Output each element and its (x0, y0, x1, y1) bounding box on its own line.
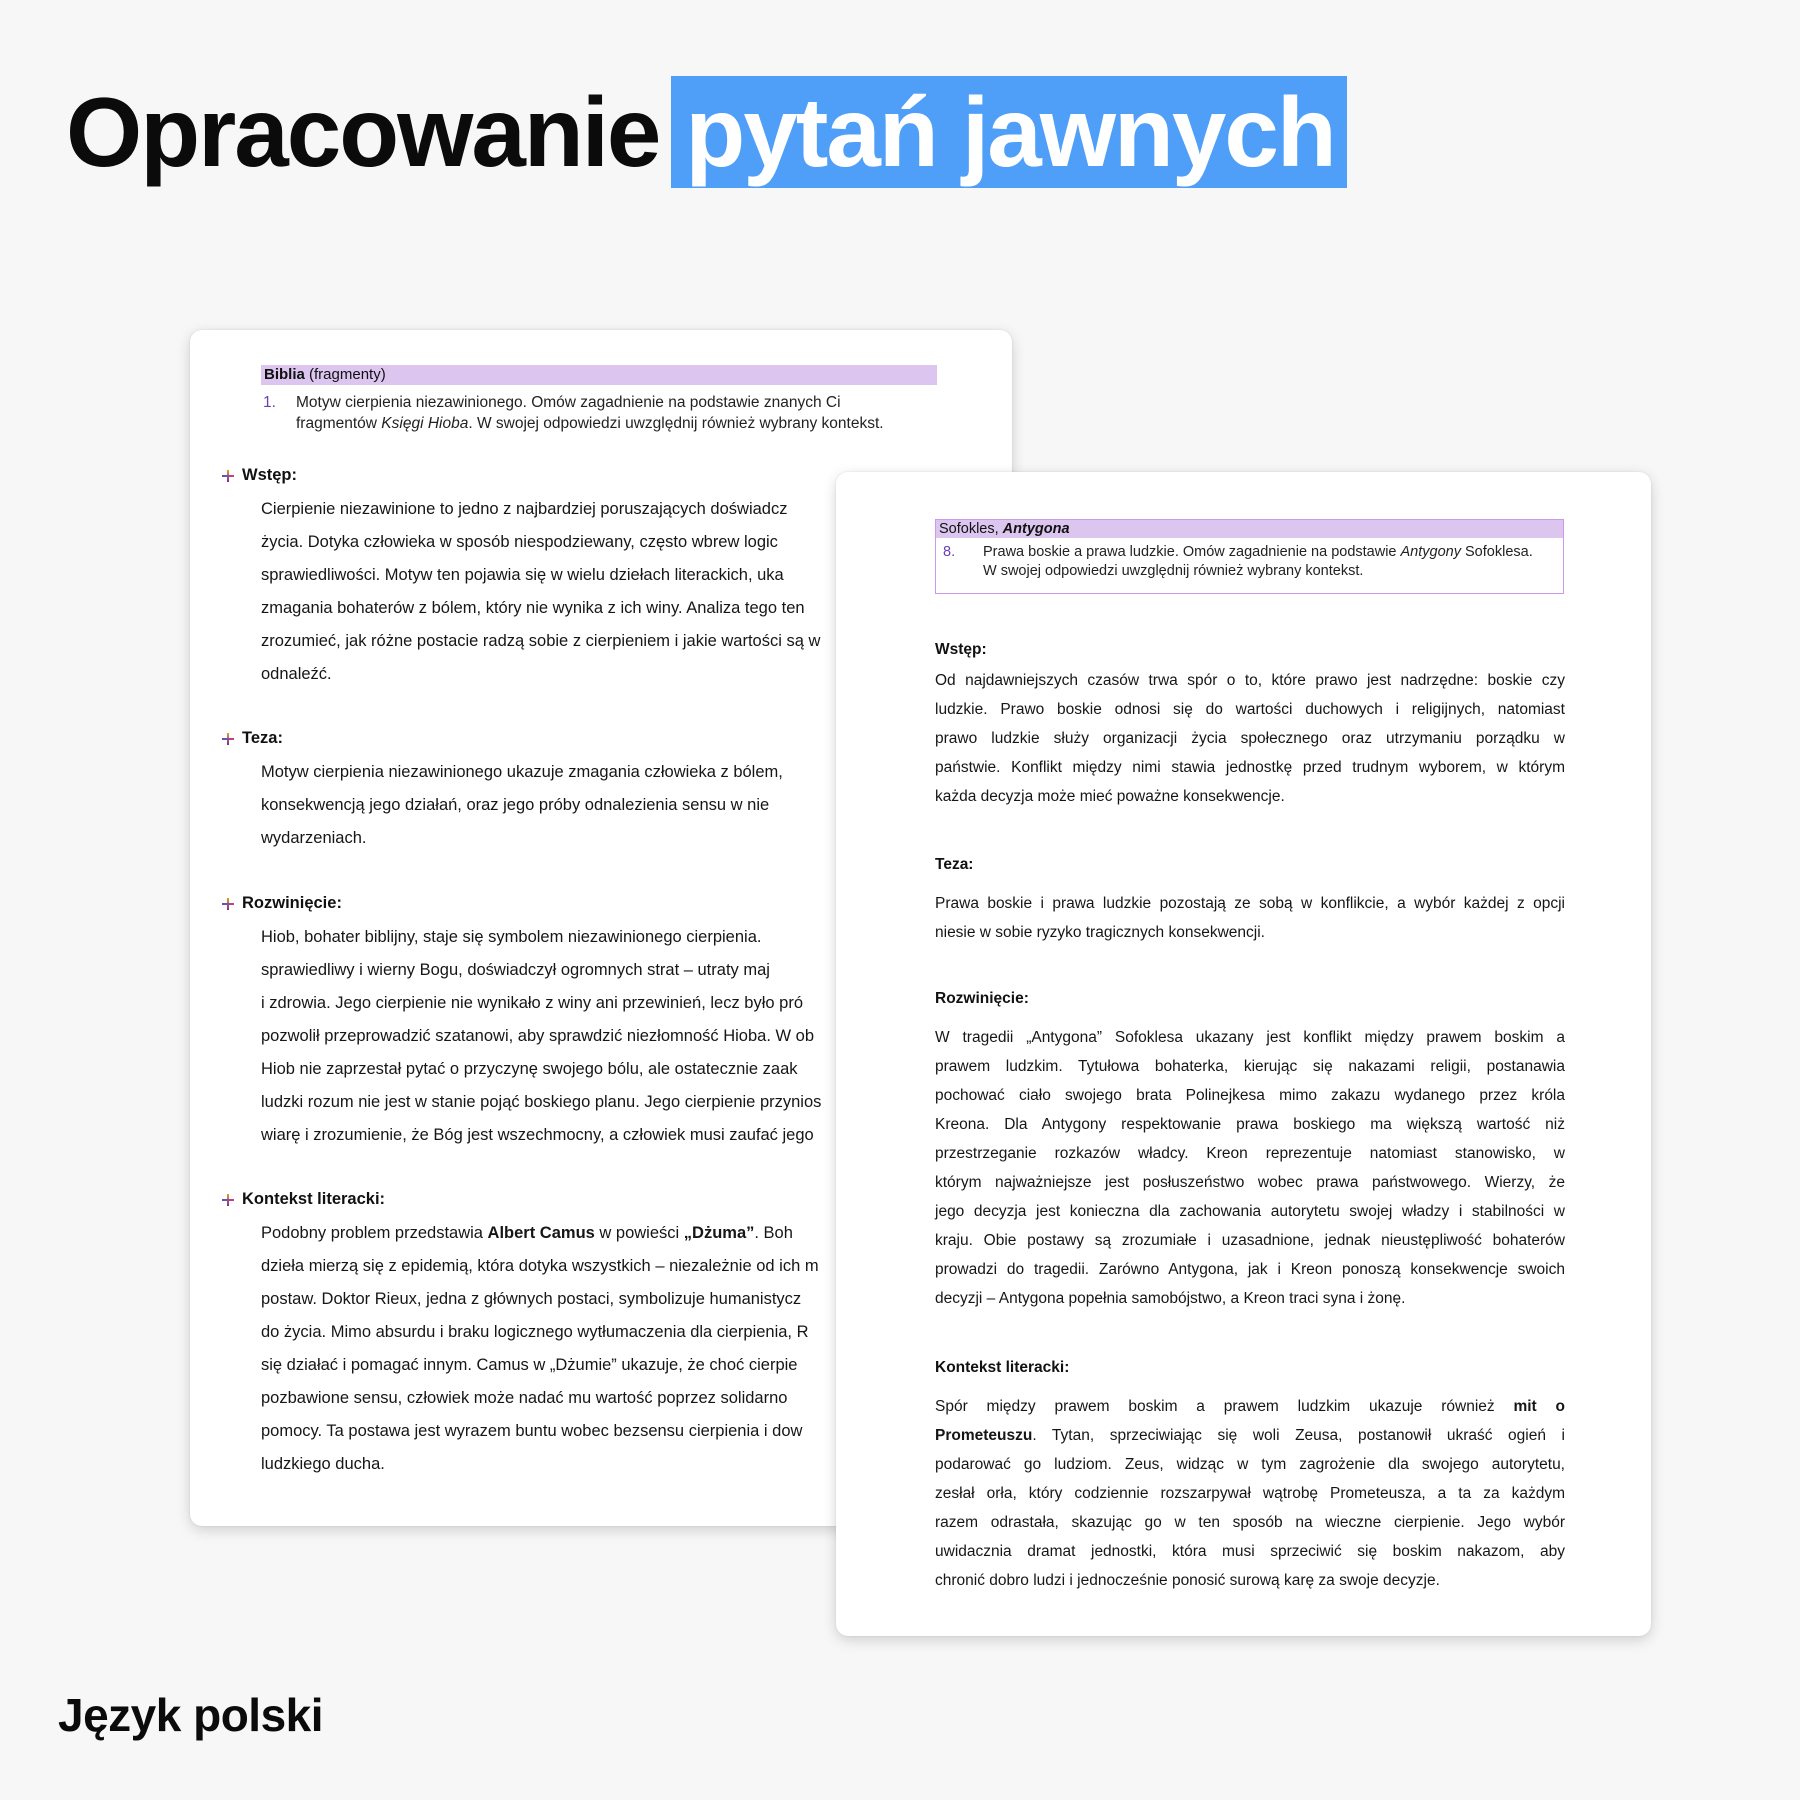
section-heading-kontekst: Kontekst literacki: (222, 1190, 385, 1209)
topic-plain: Sofokles, (939, 521, 1003, 537)
section-heading-teza: Teza: (935, 856, 974, 873)
text-line: wiarę i zrozumienie, że Bóg jest wszechmocny, a człowiek musi zaufać jego (261, 1126, 814, 1144)
section-heading-teza: Teza: (222, 729, 283, 748)
question-number: 1. (263, 394, 276, 411)
text-line: Motyw cierpienia niezawinionego ukazuje zmagania człowieka z bólem, (261, 763, 783, 781)
question (936, 543, 1563, 581)
text-line: Spór między prawem boskim a prawem ludzkim ukazuje również mit o (935, 1398, 1565, 1415)
text-line: przestrzeganie rozkazów władcy. Kreon reprezentuje natomiast stanowisko, w (935, 1145, 1565, 1162)
question-number: 8. (943, 544, 956, 560)
text-line: niesie w sobie ryzyko tragicznych konsekwencji. (935, 924, 1265, 941)
question-line: Motyw cierpienia niezawinionego. Omów zagadnienie na podstawie znanych Ci (296, 394, 841, 411)
text-line: konsekwencją jego działań, oraz jego próby odnalezienia sensu w nie (261, 796, 770, 814)
section-body-teza (935, 889, 1565, 947)
section-body-rozwiniecie (935, 1023, 1565, 1313)
text-line: Cierpienie niezawinione to jedno z najbardziej poruszających doświadcz (261, 500, 788, 518)
topic-bold: Antygona (1002, 521, 1070, 537)
question-line: fragmentów (296, 415, 382, 432)
text-line: życia. Dotyka człowieka w sposób niespodziewany, często wbrew logic (261, 533, 778, 551)
question-box (935, 519, 1564, 594)
text-line: ludzkie. Prawo boskie odnosi się do wartości duchowych i religijnych, natomiast (935, 701, 1565, 718)
text-line: Prawa boskie i prawa ludzkie pozostają ze sobą w konflikcie, a wybór każdej z opcji (935, 895, 1565, 912)
text-line: zrozumieć, jak różne postacie radzą sobie z cierpieniem i jakie wartości są w (261, 632, 821, 650)
text-line: ludzkiego ducha. (261, 1455, 385, 1473)
title-highlight: pytań jawnych (671, 76, 1346, 188)
section-body-kontekst (935, 1392, 1565, 1595)
text-line: Prometeuszu. Tytan, sprzeciwiając się woli Zeusa, postanowił ukraść ogień i (935, 1427, 1565, 1444)
text-line: W tragedii „Antygona” Sofoklesa ukazany jest konflikt między prawem boskim a (935, 1029, 1565, 1046)
text-line: sprawiedliwy i wierny Bogu, doświadczył ogromnych strat – utraty maj (261, 961, 770, 979)
sparkle-icon (222, 898, 234, 910)
text-line: Hiob nie zaprzestał pytać o przyczynę swojego bólu, ale ostatecznie zaak (261, 1060, 798, 1078)
text-line: pomocy. Ta postawa jest wyrazem buntu wobec bezsensu cierpienia i dow (261, 1422, 803, 1440)
text-line: decyzji – Antygona popełnia samobójstwo, a Kreon traci syna i żonę. (935, 1290, 1406, 1307)
text-line: państwie. Konflikt między nimi stawia jednostkę przed trudnym wyborem, w którym (935, 759, 1565, 776)
text-line: Od najdawniejszych czasów trwa spór o to, które prawo jest nadrzędne: boskie czy (935, 672, 1565, 689)
sparkle-icon (222, 733, 234, 745)
text-line: Kreona. Dla Antygony respektowanie prawa boskiego ma większą wartość niż (935, 1116, 1565, 1133)
text-line: pozwolił przeprowadzić szatanowi, aby sprawdzić niezłomność Hioba. W ob (261, 1027, 814, 1045)
text-line: Podobny problem przedstawia Albert Camus w powieści „Dżuma”. Boh (261, 1224, 793, 1242)
text-line: razem odrastała, skazując go w ten sposób na wieczne cierpienie. Jego wybór (935, 1514, 1565, 1531)
title-plain: Opracowanie (66, 77, 660, 187)
text-line: do życia. Mimo absurdu i braku logicznego wytłumaczenia dla cierpienia, R (261, 1323, 809, 1341)
topic-rest: (fragmenty) (304, 366, 386, 383)
text-line: i zdrowia. Jego cierpienie nie wynikało z winy ani przewinień, lecz było pró (261, 994, 804, 1012)
section-heading-rozwiniecie: Rozwinięcie: (935, 990, 1029, 1007)
text-line: podarować go ludziom. Zeus, widząc w tym zagrożenie dla swojego autorytetu, (935, 1456, 1565, 1473)
question-italic: Księgi Hioba (381, 415, 469, 432)
text-line: Hiob, bohater biblijny, staje się symbolem niezawinionego cierpienia. (261, 928, 762, 946)
question-text: Prawa boskie a prawa ludzkie. Omów zagadnienie na podstawie Antygony Sofoklesa. W swojej odpowiedzi uwzględnij również wybrany kontekst. (983, 544, 1533, 579)
question-text (296, 392, 884, 434)
text-line: sprawiedliwości. Motyw ten pojawia się w wielu dziełach literackich, uka (261, 566, 784, 584)
sparkle-icon (222, 470, 234, 482)
text-line: każda decyzja może mieć poważne konsekwencje. (935, 788, 1285, 805)
section-heading-rozwiniecie: Rozwinięcie: (222, 894, 342, 913)
question (261, 392, 937, 434)
text-line: prawem ludzkim. Tytułowa bohaterka, kierując się nakazami religii, postanawia (935, 1058, 1565, 1075)
section-body-wstep (935, 666, 1565, 811)
text-line: kraju. Obie postawy są zrozumiałe i uzasadnione, jednak nieustępliwość bohaterów (935, 1232, 1565, 1249)
topic-bar (261, 365, 937, 385)
text-line: postaw. Doktor Rieux, jedna z głównych postaci, symbolizuje humanistycz (261, 1290, 802, 1308)
text-line: zesłał orła, który codziennie rozszarpywał wątrobę Prometeusza, a ta za każdym (935, 1485, 1565, 1502)
question-box (261, 365, 937, 434)
text-line: prowadzi do tragedii. Zarówno Antygona, jak i Kreon ponoszą konsekwencje swoich (935, 1261, 1565, 1278)
text-line: uwidacznia dramat jednostki, która musi sprzeciwić się boskim nakazom, aby (935, 1543, 1565, 1560)
text-line: wydarzeniach. (261, 829, 367, 847)
section-heading-kontekst: Kontekst literacki: (935, 1359, 1070, 1376)
text-line: prawo ludzkie służy organizacji życia społecznego oraz utrzymaniu porządku w (935, 730, 1565, 747)
subject-label: Język polski (58, 1689, 324, 1741)
text-line: pozbawione sensu, człowiek może nadać mu wartość poprzez solidarno (261, 1389, 788, 1407)
page-title (66, 76, 1347, 188)
question-line: . W swojej odpowiedzi uwzględnij również wybrany kontekst. (468, 415, 884, 432)
text-line: odnaleźć. (261, 665, 332, 683)
text-line: dzieła mierzą się z epidemią, która dotyka wszystkich – niezależnie od ich m (261, 1257, 819, 1275)
text-line: pochować ciało swojego brata Polinejkesa mimo zakazu wydanego przez króla (935, 1087, 1565, 1104)
sparkle-icon (222, 1194, 234, 1206)
topic-bar (936, 520, 1563, 538)
document-page-antygona (836, 472, 1651, 1636)
section-heading-wstep: Wstęp: (222, 466, 297, 485)
text-line: jego decyzja jest konieczna dla zachowania autorytetu swojej władzy i stabilności w (935, 1203, 1565, 1220)
text-line: ludzki rozum nie jest w stanie pojąć boskiego planu. Jego cierpienie przynios (261, 1093, 822, 1111)
text-line: się działać i pomagać innym. Camus w „Dżumie” ukazuje, że choć cierpie (261, 1356, 798, 1374)
text-line: zmagania bohaterów z bólem, który nie wynika z ich winy. Analiza tego ten (261, 599, 805, 617)
text-line: chronić dobro ludzi i jednocześnie ponosić surową karę za swoje decyzje. (935, 1572, 1440, 1589)
section-heading-wstep: Wstęp: (935, 641, 987, 658)
topic-bold: Biblia (264, 366, 305, 383)
text-line: którym najważniejsze jest posłuszeństwo wobec prawa państwowego. Wierzy, że (935, 1174, 1565, 1191)
